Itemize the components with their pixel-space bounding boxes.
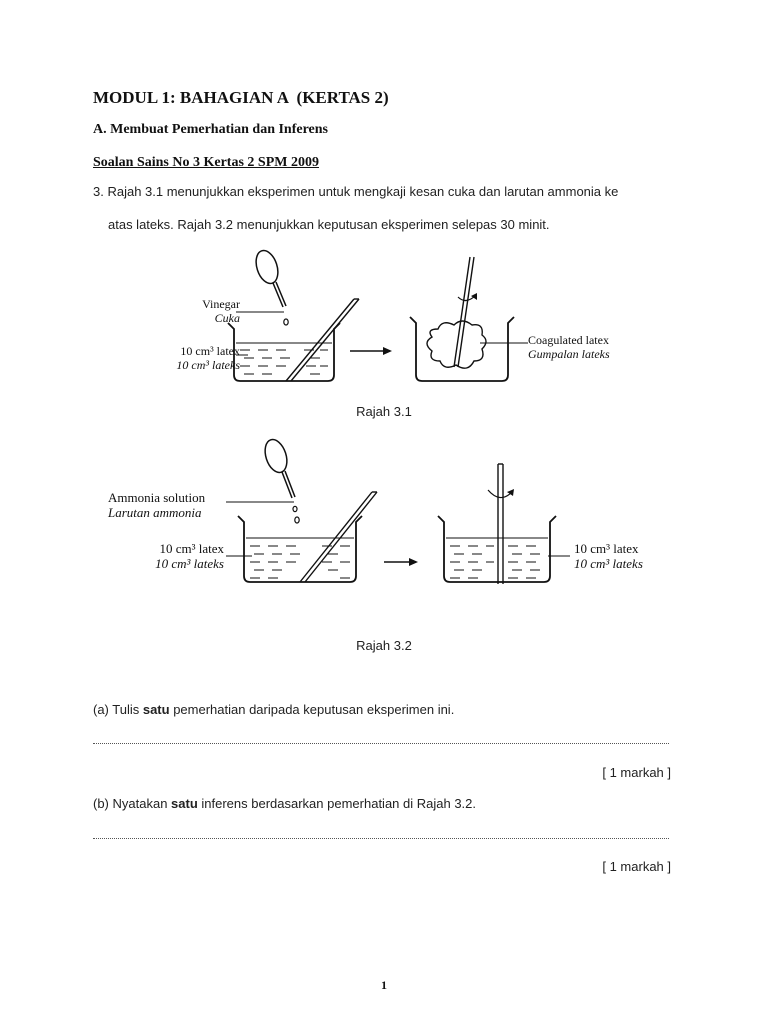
question-b-prefix: (b) Nyatakan — [93, 796, 172, 811]
latex-label-ms: 10 cm³ lateks — [176, 358, 240, 372]
coagulated-latex-label-en: Coagulated latex — [528, 333, 609, 347]
ammonia-label — [108, 490, 205, 520]
figure-3-1-caption: Rajah 3.1 — [356, 404, 412, 419]
ammonia-label-ms: Larutan ammonia — [108, 505, 202, 520]
figure-3-2-caption: Rajah 3.2 — [356, 638, 412, 653]
page-number: 1 — [381, 978, 387, 992]
ammonia-label-en: Ammonia solution — [108, 490, 206, 505]
question-a-suffix: pemerhatian daripada keputusan eksperimen ini. — [169, 702, 455, 717]
vinegar-label-en: Vinegar — [202, 297, 240, 311]
result-latex-label-ms: 10 cm³ lateks — [574, 556, 643, 571]
question-b-emphasis: satu — [171, 796, 198, 811]
question-source: Soalan Sains No 3 Kertas 2 SPM 2009 — [93, 155, 319, 170]
question-a — [93, 702, 454, 717]
question-text-line-2: atas lateks. Rajah 3.2 menunjukkan keputusan eksperimen selepas 30 minit. — [108, 217, 550, 232]
question-a-emphasis: satu — [142, 702, 170, 717]
answer-line-b[interactable] — [93, 838, 669, 839]
marks-b: [ 1 markah ] — [602, 859, 671, 874]
question-b — [93, 796, 476, 811]
question-b-suffix: inferens berdasarkan pemerhatian di Rajah 3.2. — [197, 796, 477, 811]
latex-label-ms: 10 cm³ lateks — [155, 556, 224, 571]
result-latex-label — [574, 541, 643, 571]
vinegar-label — [182, 297, 240, 325]
latex-label-en: 10 cm³ latex — [180, 344, 240, 358]
vinegar-label-ms: Cuka — [214, 311, 240, 325]
figure-3-2 — [108, 432, 688, 592]
question-a-prefix: (a) Tulis — [93, 702, 143, 717]
page-title: MODUL 1: BAHAGIAN A (KERTAS 2) — [93, 88, 389, 107]
coagulated-latex-label-ms: Gumpalan lateks — [528, 347, 610, 361]
latex-label — [108, 541, 224, 571]
answer-line-a[interactable] — [93, 743, 669, 744]
latex-label — [138, 344, 240, 372]
figure-3-1 — [140, 245, 630, 395]
coagulated-latex-label — [528, 333, 610, 361]
question-text-line-1: 3. Rajah 3.1 menunjukkan eksperimen untuk mengkaji kesan cuka dan larutan ammonia ke — [93, 184, 619, 199]
section-heading: A. Membuat Pemerhatian dan Inferens — [93, 122, 329, 137]
marks-a: [ 1 markah ] — [602, 765, 671, 780]
result-latex-label-en: 10 cm³ latex — [574, 541, 639, 556]
latex-label-en: 10 cm³ latex — [159, 541, 224, 556]
